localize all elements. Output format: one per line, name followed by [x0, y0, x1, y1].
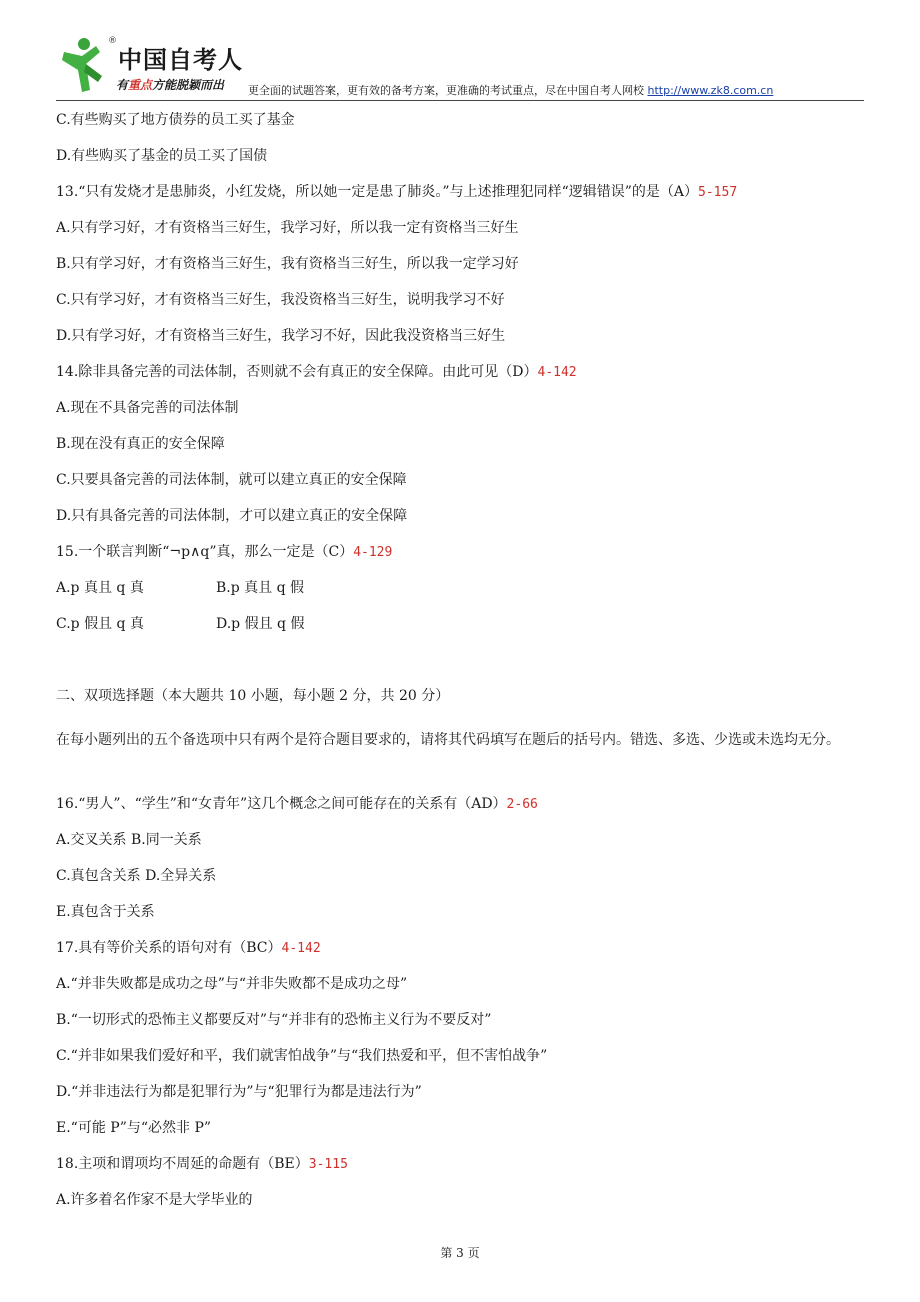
tagline-text: 更全面的试题答案，更有效的备考方案，更准确的考试重点，尽在中国自考人网校 [248, 84, 648, 97]
header-divider [56, 100, 864, 101]
question-14: 14.除非具备完善的司法体制，否则就不会有真正的安全保障。由此可见（D）4-142 [56, 364, 577, 380]
option-line: B.p 真且 q 假 [216, 580, 305, 596]
option-line: C.真包含关系 D.全异关系 [56, 868, 217, 884]
page-number: 第 3 页 [440, 1246, 480, 1260]
option-line: D.p 假且 q 假 [216, 616, 305, 632]
website-link[interactable]: http://www.zk8.com.cn [647, 84, 774, 97]
option-line: C.“并非如果我们爱好和平，我们就害怕战争”与“我们热爱和平，但不害怕战争” [56, 1048, 548, 1064]
page-reference: 2-66 [506, 797, 538, 812]
option-line: B.只有学习好，才有资格当三好生，我有资格当三好生，所以我一定学习好 [56, 256, 519, 272]
question-18: 18.主项和谓项均不周延的命题有（BE）3-115 [56, 1156, 348, 1172]
page-reference: 4-142 [537, 365, 577, 380]
logo-slogan [116, 76, 224, 93]
option-line: A.现在不具备完善的司法体制 [56, 400, 239, 416]
page-reference: 3-115 [308, 1157, 348, 1172]
question-13: 13.“只有发烧才是患肺炎，小红发烧，所以她一定是患了肺炎。”与上述推理犯同样“逻辑错误”的是（A）5-157 [56, 184, 738, 200]
option-line: D.只有具备完善的司法体制，才可以建立真正的安全保障 [56, 508, 408, 524]
option-line: A.只有学习好，才有资格当三好生，我学习好，所以我一定有资格当三好生 [56, 220, 519, 236]
registered-mark: ® [108, 36, 117, 46]
question-16: 16.“男人”、“学生”和“女青年”这几个概念之间可能存在的关系有（AD）2-66 [56, 796, 538, 812]
question-17: 17.具有等价关系的语句对有（BC）4-142 [56, 940, 321, 956]
option-line: C.只要具备完善的司法体制，就可以建立真正的安全保障 [56, 472, 407, 488]
page-header [0, 0, 920, 100]
page-reference: 4-142 [281, 941, 321, 956]
question-15: 15.一个联言判断“¬p∧q”真，那么一定是（C）4-129 [56, 544, 393, 560]
section-title: 二、双项选择题（本大题共 10 小题，每小题 2 分，共 20 分） [56, 688, 450, 704]
option-line: A.“并非失败都是成功之母”与“并非失败都不是成功之母” [56, 976, 408, 992]
header-tagline [248, 82, 773, 98]
option-line: A.p 真且 q 真 [56, 580, 144, 596]
option-line: E.“可能 P”与“必然非 P” [56, 1120, 212, 1136]
option-line: B.“一切形式的恐怖主义都要反对”与“并非有的恐怖主义行为不要反对” [56, 1012, 492, 1028]
logo-title: 中国自考人 [118, 46, 243, 74]
text-line: D.有些购买了基金的员工买了国债 [56, 148, 268, 164]
option-line: E.真包含于关系 [56, 904, 155, 920]
page-reference: 4-129 [353, 545, 393, 560]
text-line: C.有些购买了地方债券的员工买了基金 [56, 112, 295, 128]
option-line: A.交叉关系 B.同一关系 [56, 832, 202, 848]
option-line: B.现在没有真正的安全保障 [56, 436, 225, 452]
slogan-highlight: 重点 [128, 78, 153, 92]
option-line: D.“并非违法行为都是犯罪行为”与“犯罪行为都是违法行为” [56, 1084, 422, 1100]
section-instructions: 在每小题列出的五个备选项中只有两个是符合题目要求的，请将其代码填写在题后的括号内。错选、多选、少选或未选均无分。 [56, 732, 840, 748]
option-line: C.只有学习好，才有资格当三好生，我没资格当三好生，说明我学习不好 [56, 292, 505, 308]
page-reference: 5-157 [698, 185, 738, 200]
option-line: A.许多着名作家不是大学毕业的 [56, 1192, 253, 1208]
option-line: C.p 假且 q 真 [56, 616, 144, 632]
slogan-part-b: 方能脱颖而出 [152, 78, 225, 92]
option-line: D.只有学习好，才有资格当三好生，我学习不好，因此我没资格当三好生 [56, 328, 506, 344]
slogan-part-a: 有 [116, 78, 129, 92]
